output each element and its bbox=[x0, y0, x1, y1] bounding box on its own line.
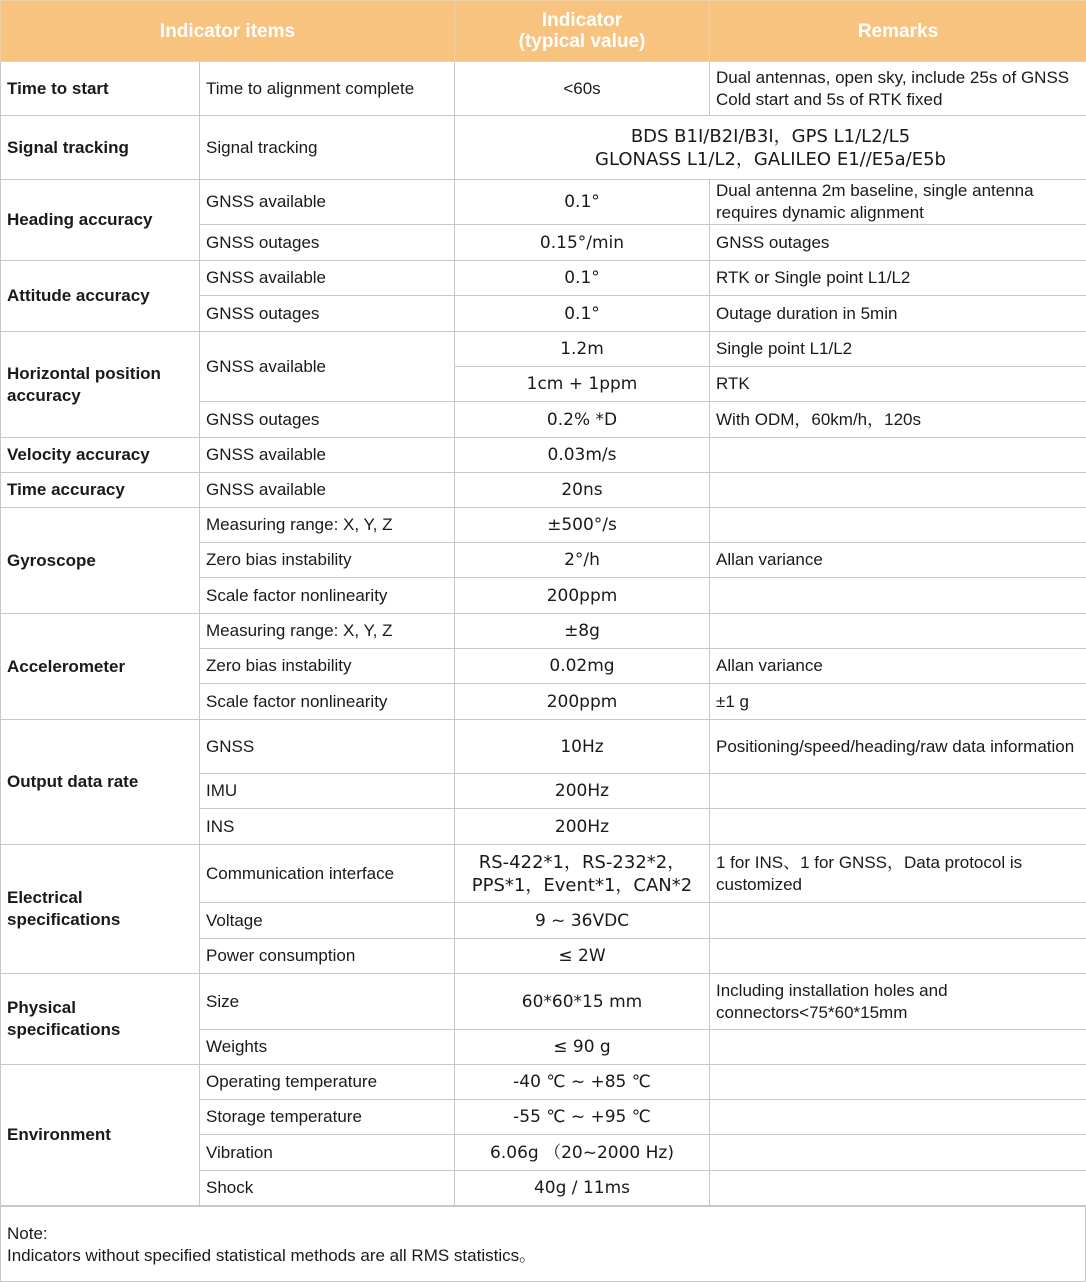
item-cell: Operating temperature bbox=[200, 1065, 455, 1100]
category-horizontal-position-accuracy: Horizontal position accuracy bbox=[1, 332, 200, 438]
remark-cell: Single point L1/L2 bbox=[710, 332, 1086, 367]
signal-tracking-value bbox=[455, 116, 1086, 180]
category-gyroscope: Gyroscope bbox=[1, 508, 200, 614]
item-cell: Voltage bbox=[200, 903, 455, 939]
remark-cell bbox=[710, 614, 1086, 649]
remark-cell bbox=[710, 578, 1086, 614]
item-cell: GNSS available bbox=[200, 180, 455, 225]
communication-interface-line2: PPS*1，Event*1，CAN*2 bbox=[471, 874, 693, 896]
remark-cell: RTK bbox=[710, 367, 1086, 402]
item-cell: Signal tracking bbox=[200, 116, 455, 180]
table-row bbox=[1, 508, 1086, 543]
item-cell: GNSS available bbox=[200, 473, 455, 508]
remark-cell: 1 for INS、1 for GNSS，Data protocol is customized bbox=[710, 845, 1086, 903]
header-row bbox=[1, 1, 1086, 62]
value-cell: 60*60*15 mm bbox=[455, 974, 710, 1030]
category-time-accuracy: Time accuracy bbox=[1, 473, 200, 508]
value-cell: 0.02mg bbox=[455, 649, 710, 684]
remark-cell: Dual antennas, open sky, include 25s of GNSS Cold start and 5s of RTK fixed bbox=[710, 62, 1086, 116]
item-cell: Communication interface bbox=[200, 845, 455, 903]
value-cell: 1.2m bbox=[455, 332, 710, 367]
item-cell: Zero bias instability bbox=[200, 543, 455, 578]
value-cell: ≤ 2W bbox=[455, 939, 710, 974]
category-physical-specifications: Physical specifications bbox=[1, 974, 200, 1065]
remark-cell: With ODM，60km/h，120s bbox=[710, 402, 1086, 438]
category-heading-accuracy: Heading accuracy bbox=[1, 180, 200, 261]
item-cell: Shock bbox=[200, 1171, 455, 1206]
value-cell: 0.03m/s bbox=[455, 438, 710, 473]
table-row bbox=[1, 614, 1086, 649]
item-cell: GNSS available bbox=[200, 332, 455, 402]
signal-tracking-line1: BDS B1I/B2I/B3I，GPS L1/L2/L5 bbox=[630, 125, 911, 147]
value-cell: 10Hz bbox=[455, 720, 710, 774]
value-cell: 0.1° bbox=[455, 180, 710, 225]
value-cell: 200Hz bbox=[455, 774, 710, 809]
remark-cell bbox=[710, 1030, 1086, 1065]
item-cell: Measuring range: X, Y, Z bbox=[200, 508, 455, 543]
table-row bbox=[1, 116, 1086, 180]
value-cell: ≤ 90 g bbox=[455, 1030, 710, 1065]
item-cell: GNSS bbox=[200, 720, 455, 774]
value-cell: ±8g bbox=[455, 614, 710, 649]
item-cell: Size bbox=[200, 974, 455, 1030]
note-text: Indicators without specified statistical methods are all RMS statistics。 bbox=[7, 1246, 537, 1265]
remark-cell: Positioning/speed/heading/raw data information bbox=[710, 720, 1086, 774]
table-row bbox=[1, 62, 1086, 116]
value-cell: 2°/h bbox=[455, 543, 710, 578]
item-cell: Scale factor nonlinearity bbox=[200, 684, 455, 720]
category-attitude-accuracy: Attitude accuracy bbox=[1, 261, 200, 332]
signal-tracking-line2: GLONASS L1/L2，GALILEO E1//E5a/E5b bbox=[595, 148, 946, 170]
value-cell: 200Hz bbox=[455, 809, 710, 845]
table-row bbox=[1, 974, 1086, 1030]
header-indicator-line2: (typical value) bbox=[518, 31, 646, 52]
item-cell: Scale factor nonlinearity bbox=[200, 578, 455, 614]
remark-cell bbox=[710, 939, 1086, 974]
remark-cell: Dual antenna 2m baseline, single antenna requires dynamic alignment bbox=[710, 180, 1086, 225]
value-cell: 1cm + 1ppm bbox=[455, 367, 710, 402]
remark-cell bbox=[710, 1135, 1086, 1171]
category-signal-tracking: Signal tracking bbox=[1, 116, 200, 180]
item-cell: IMU bbox=[200, 774, 455, 809]
remark-cell bbox=[710, 1171, 1086, 1206]
remark-cell: Outage duration in 5min bbox=[710, 296, 1086, 332]
remark-cell bbox=[710, 903, 1086, 939]
item-cell: INS bbox=[200, 809, 455, 845]
category-accelerometer: Accelerometer bbox=[1, 614, 200, 720]
remark-cell: ±1 g bbox=[710, 684, 1086, 720]
item-cell: Zero bias instability bbox=[200, 649, 455, 684]
remark-cell: RTK or Single point L1/L2 bbox=[710, 261, 1086, 296]
value-cell: 20ns bbox=[455, 473, 710, 508]
value-cell: ±500°/s bbox=[455, 508, 710, 543]
value-cell: 0.1° bbox=[455, 261, 710, 296]
value-cell: -55 ℃ ~ +95 ℃ bbox=[455, 1100, 710, 1135]
remark-cell: Allan variance bbox=[710, 649, 1086, 684]
item-cell: GNSS outages bbox=[200, 296, 455, 332]
remark-cell: Allan variance bbox=[710, 543, 1086, 578]
remark-cell: GNSS outages bbox=[710, 225, 1086, 261]
table-row bbox=[1, 845, 1086, 903]
item-cell: Time to alignment complete bbox=[200, 62, 455, 116]
category-electrical-specifications: Electrical specifications bbox=[1, 845, 200, 974]
category-velocity-accuracy: Velocity accuracy bbox=[1, 438, 200, 473]
header-indicator-line1: Indicator bbox=[541, 10, 623, 31]
remark-cell bbox=[710, 438, 1086, 473]
note-box bbox=[0, 1206, 1086, 1282]
table-row bbox=[1, 180, 1086, 225]
communication-interface-value bbox=[455, 845, 710, 903]
table-row bbox=[1, 1065, 1086, 1100]
category-time-to-start: Time to start bbox=[1, 62, 200, 116]
table-row bbox=[1, 720, 1086, 774]
header-indicator-typical-value bbox=[455, 1, 710, 62]
table-row bbox=[1, 332, 1086, 367]
value-cell: 0.1° bbox=[455, 296, 710, 332]
item-cell: Vibration bbox=[200, 1135, 455, 1171]
note-title: Note: bbox=[7, 1224, 48, 1243]
value-cell: -40 ℃ ~ +85 ℃ bbox=[455, 1065, 710, 1100]
item-cell: GNSS available bbox=[200, 438, 455, 473]
value-cell: <60s bbox=[455, 62, 710, 116]
table-row bbox=[1, 438, 1086, 473]
category-output-data-rate: Output data rate bbox=[1, 720, 200, 845]
item-cell: Measuring range: X, Y, Z bbox=[200, 614, 455, 649]
header-indicator-items: Indicator items bbox=[1, 1, 455, 62]
communication-interface-line1: RS-422*1，RS-232*2， bbox=[478, 851, 686, 873]
value-cell: 200ppm bbox=[455, 578, 710, 614]
remark-cell bbox=[710, 809, 1086, 845]
value-cell: 9 ~ 36VDC bbox=[455, 903, 710, 939]
item-cell: GNSS available bbox=[200, 261, 455, 296]
remark-cell bbox=[710, 1100, 1086, 1135]
value-cell: 40g / 11ms bbox=[455, 1171, 710, 1206]
item-cell: Power consumption bbox=[200, 939, 455, 974]
item-cell: GNSS outages bbox=[200, 402, 455, 438]
table-row bbox=[1, 473, 1086, 508]
item-cell: Storage temperature bbox=[200, 1100, 455, 1135]
value-cell: 6.06g （20~2000 Hz) bbox=[455, 1135, 710, 1171]
value-cell: 0.15°/min bbox=[455, 225, 710, 261]
header-remarks: Remarks bbox=[710, 1, 1086, 62]
value-cell: 200ppm bbox=[455, 684, 710, 720]
item-cell: GNSS outages bbox=[200, 225, 455, 261]
remark-cell bbox=[710, 1065, 1086, 1100]
item-cell: Weights bbox=[200, 1030, 455, 1065]
category-environment: Environment bbox=[1, 1065, 200, 1206]
remark-cell bbox=[710, 774, 1086, 809]
value-cell: 0.2% *D bbox=[455, 402, 710, 438]
remark-cell bbox=[710, 473, 1086, 508]
table-row bbox=[1, 261, 1086, 296]
remark-cell: Including installation holes and connectors<75*60*15mm bbox=[710, 974, 1086, 1030]
remark-cell bbox=[710, 508, 1086, 543]
